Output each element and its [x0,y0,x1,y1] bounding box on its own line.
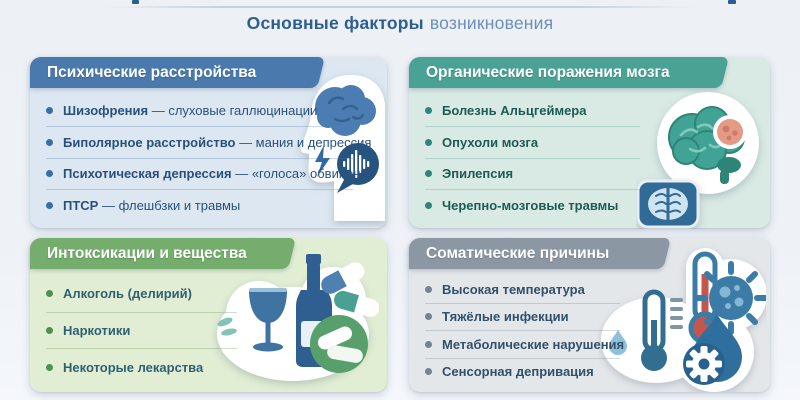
item-lead: ПТСР [63,198,99,214]
list-item [46,312,237,349]
item-lead: Тяжёлые инфекции [442,309,569,325]
bullet-icon [425,170,432,177]
item-text [442,309,569,324]
bullet-icon [425,286,432,293]
card-header-banner [409,57,716,88]
bullet-icon [425,139,432,146]
item-lead: Эпилепсия [442,166,514,182]
item-text [63,323,130,338]
card-title: Органические поражения мозга [426,63,670,81]
page-subtitle [0,13,800,34]
card-item-list [46,276,237,385]
item-text [442,166,513,181]
subtitle-bold-text: Основные факторы [246,13,424,33]
list-item [425,276,620,303]
list-item [425,126,640,158]
list-item [425,189,640,221]
list-item [425,95,640,126]
card-title: Психические расстройства [47,63,257,81]
item-text [63,360,203,375]
header-divider [105,6,695,8]
item-text [63,166,375,181]
item-lead: Шизофрения [63,102,149,118]
item-lead: Алкоголь (делирий) [63,286,192,302]
bullet-icon [425,107,432,114]
item-text [442,364,594,379]
item-rest: — слуховые галлюцинации [148,102,318,118]
bullet-icon [46,290,53,297]
bullet-icon [46,364,53,371]
item-rest: — флешбзки и травмы [98,198,241,214]
bullet-icon [425,341,432,348]
item-lead: Сенсорная депривация [442,364,594,380]
item-lead: Психотическая депрессия [63,166,232,182]
bullet-icon [46,202,53,209]
list-item [46,189,353,221]
bullet-icon [425,202,432,209]
cropped-title-remnant [132,0,139,4]
list-item [46,348,237,385]
card-intoxications-substances [30,238,387,392]
card-title: Интоксикации и вещества [47,244,247,262]
item-lead: Биполярное расстройство [63,134,236,150]
item-text [442,135,538,150]
list-item [46,95,353,126]
list-item [425,158,640,190]
item-text [442,282,585,297]
item-text [63,103,317,118]
bullet-icon [46,327,53,334]
card-somatic-causes [409,238,770,392]
card-mental-disorders [30,57,387,228]
item-lead: Болезнь Альцгеймера [442,102,587,118]
item-lead: Наркотики [63,323,131,338]
item-lead: Некоторые лекарства [63,359,204,375]
bullet-icon [46,107,53,114]
item-text [63,135,371,150]
card-item-list [425,276,625,385]
card-organic-brain-lesions [409,57,770,228]
item-lead: Опухоли мозга [442,134,539,150]
list-item [425,303,620,331]
bullet-icon [46,170,53,177]
item-text [442,103,586,118]
item-lead: Высокая температура [442,281,585,297]
list-item [46,158,375,190]
item-text [63,198,240,213]
card-item-list [46,95,375,221]
card-header-banner [30,238,283,269]
list-item [425,330,625,358]
list-item [46,126,372,158]
item-text [442,337,624,352]
bullet-icon [425,313,432,320]
cropped-title-remnant [728,0,736,4]
subtitle-regular-text: возникновения [429,13,554,33]
card-header-banner [30,57,312,88]
bullet-icon [46,139,53,146]
item-text [63,286,192,301]
list-item [425,358,620,386]
item-lead: Метаболические нарушения [442,336,625,352]
bullet-icon [425,368,432,375]
item-text [442,198,618,213]
card-title: Соматические причины [426,244,610,262]
card-item-list [425,95,640,221]
card-header-banner [409,238,658,269]
list-item [46,276,237,312]
item-lead: Черепно-мозговые травмы [442,198,619,214]
item-rest: — мания и депрессия [235,134,372,150]
item-rest: — «голоса» обвинения [231,166,375,182]
brain-with-tumor-and-xray-icon [636,83,766,229]
